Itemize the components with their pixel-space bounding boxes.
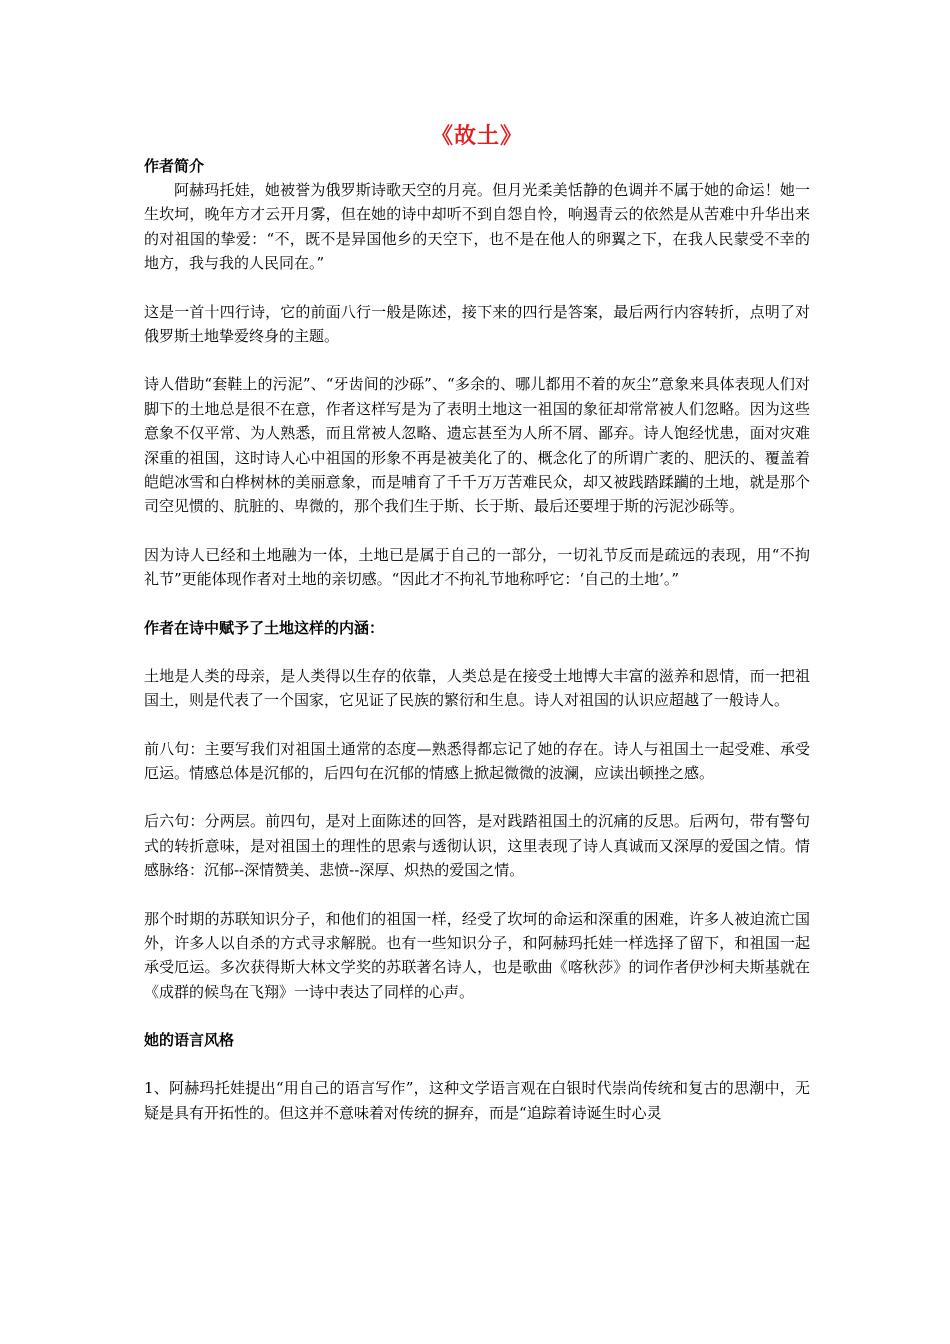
paragraph-gap: [144, 640, 810, 664]
section-heading-author-intro: 作者简介: [144, 157, 205, 175]
paragraph-gap: [144, 1052, 810, 1076]
paragraph-gap: [144, 276, 810, 300]
paragraph-first-eight-lines: 前八句：主要写我们对祖国土通常的态度—熟悉得都忘记了她的存在。诗人与祖国土一起受难、承受厄运。情感总体是沉郁的，后四句在沉郁的情感上掀起微微的波澜，应读出顿挫之感。: [144, 739, 810, 782]
paragraph-gap: [144, 348, 810, 372]
paragraph-imagery: 诗人借助“套鞋上的污泥”、“牙齿间的沙砾”、“多余的、哪儿都用不着的灰尘”意象来具体表现人们对脚下的土地总是很不在意，作者这样写是为了表明土地这一祖国的象征却常常被人们忽略。因为这些意象不仅平常、为人熟悉，而且常被人忽略、遗忘甚至为人所不屑、鄙弃。诗人饱经忧患，面对灾难深重的祖国，这时诗人心中祖国的形象不再是被美化了的、概念化了的所谓广袤的、肥沃的、覆盖着皑皑冰雪和白桦树林的美丽意象，而是哺育了千千万万苦难民众，却又被践踏蹂躏的土地，就是那个司空见惯的、肮脏的、卑微的，那个我们生于斯、长于斯、最后还要埋于斯的污泥沙砾等。: [144, 375, 810, 516]
paragraph-sonnet-structure: 这是一首十四行诗，它的前面八行一般是陈述，接下来的四行是答案，最后两行内容转折，点明了对俄罗斯土地挚爱终身的主题。: [144, 302, 810, 346]
paragraph-gap: [144, 1004, 810, 1028]
paragraph-land-mother: 土地是人类的母亲，是人类得以生存的依靠，人类总是在接受土地博大丰富的滋养和恩情，而一把祖国土，则是代表了一个国家，它见证了民族的繁衍和生息。诗人对祖国的认识应超越了一般诗人。: [144, 666, 810, 710]
paragraph-gap: [144, 883, 810, 907]
paragraph-gap: [144, 519, 810, 543]
paragraph-soviet-intellectuals: 那个时期的苏联知识分子，和他们的祖国一样，经受了坎坷的命运和深重的困难，许多人被迫流亡国外，许多人以自杀的方式寻求解脱。也有一些知识分子，和阿赫玛托娃一样选择了留下，和祖国一起承受厄运。多次获得斯大林文学奖的苏联著名诗人，也是歌曲《喀秋莎》的词作者伊沙柯夫斯基就在《成群的候鸟在飞翔》一诗中表达了同样的心声。: [144, 909, 810, 1001]
paragraph-last-six-lines: 后六句：分两层。前四句，是对上面陈述的回答，是对践踏祖国土的沉痛的反思。后两句，带有警句式的转折意味，是对祖国土的理性的思索与透彻认识，这里表现了诗人真诚而又深厚的爱国之情。情感脉络：沉郁--深情赞美、悲愤--深厚、炽热的爱国之情。: [144, 812, 810, 880]
section-heading-language-style: 她的语言风格: [144, 1031, 235, 1050]
document-page: [144, 118, 810, 1125]
paragraph-language-point-1: 1、阿赫玛托娃提出“用自己的语言写作”，这种文学语言观在白银时代崇尚传统和复古的思潮中，无疑是具有开拓性的。但这并不意味着对传统的摒弃，而是“追踪着诗诞生时心灵: [144, 1079, 810, 1122]
section-heading-land-meaning: 作者在诗中赋予了土地这样的内涵：: [144, 618, 385, 637]
paragraph-informality: 因为诗人已经和土地融为一体，土地已是属于自己的一部分，一切礼节反而是疏远的表现，用“不拘礼节”更能体现作者对土地的亲切感。“因此才不拘礼节地称呼它：‘自己的土地’。”: [144, 545, 810, 589]
paragraph-author-bio: 阿赫玛托娃，她被誉为俄罗斯诗歌天空的月亮。但月光柔美恬静的色调并不属于她的命运！她一生坎坷，晚年方才云开月雾，但在她的诗中却听不到自怨自怜，响遏青云的依然是从苦难中升华出来的对祖国的挚爱：“不，既不是异国他乡的天空下，也不是在他人的卵翼之下，在我人民蒙受不幸的地方，我与我的人民同在。”: [144, 181, 810, 273]
document-title: 《故土》: [430, 123, 523, 149]
paragraph-gap: [144, 785, 810, 809]
paragraph-gap: [144, 713, 810, 737]
paragraph-gap: [144, 592, 810, 616]
